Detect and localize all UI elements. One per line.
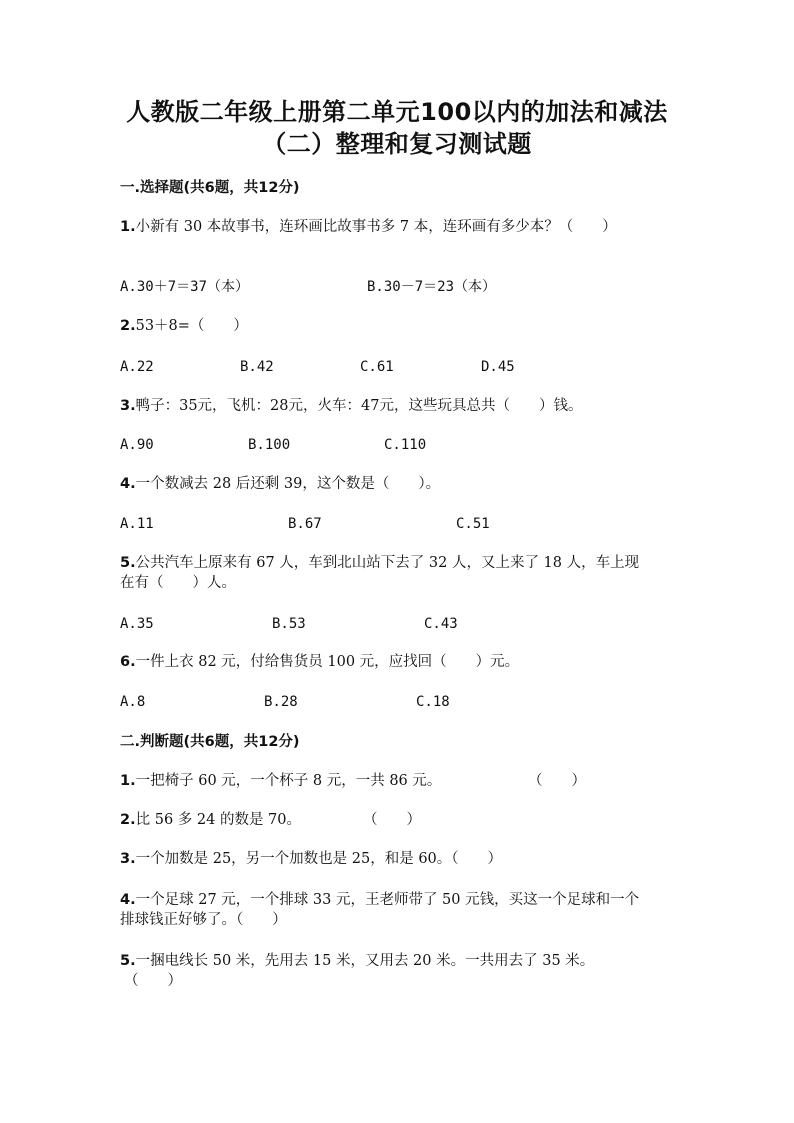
question-text: 鸭子：35元，飞机：28元，火车：47元，这些玩具总共（ ）钱。 bbox=[135, 398, 583, 414]
option-b: B.42 bbox=[240, 359, 274, 375]
question-number: 3. bbox=[120, 851, 136, 867]
question-4 bbox=[120, 474, 440, 494]
question-number: 5. bbox=[120, 555, 136, 571]
option-b: B.30－7＝23（本） bbox=[367, 279, 497, 295]
question-number: 2. bbox=[120, 318, 136, 334]
option-c: C.61 bbox=[360, 359, 394, 375]
question-text: 一个加数是 25，另一个加数也是 25，和是 60。（ ） bbox=[135, 851, 503, 867]
question-5-continued: 在有（ ）人。 bbox=[120, 575, 236, 591]
question-text: 比 56 多 24 的数是 70。 bbox=[135, 812, 302, 828]
option-a: A.22 bbox=[120, 359, 154, 375]
option-a: A.90 bbox=[120, 437, 154, 453]
question-text: 一个足球 27 元，一个排球 33 元，王老师带了 50 元钱，买这一个足球和一个 bbox=[135, 892, 640, 908]
question-number: 1. bbox=[120, 773, 136, 789]
question-number: 6. bbox=[120, 654, 136, 670]
tf-question-1 bbox=[120, 771, 441, 791]
answer-blank: （ ） bbox=[124, 973, 182, 989]
question-text: 公共汽车上原来有 67 人，车到北山站下去了 32 人，又上来了 18 人，车上现 bbox=[135, 555, 640, 571]
option-a: A.30＋7＝37（本） bbox=[120, 279, 250, 295]
question-5 bbox=[120, 553, 639, 573]
question-number: 3. bbox=[120, 398, 136, 414]
tf-question-3 bbox=[120, 849, 502, 869]
tf-question-4 bbox=[120, 890, 639, 910]
question-number: 2. bbox=[120, 812, 136, 828]
option-b: B.100 bbox=[248, 437, 291, 453]
tf-question-2 bbox=[120, 810, 301, 830]
answer-blank: （ ） bbox=[528, 773, 586, 789]
option-b: B.67 bbox=[288, 516, 322, 532]
question-number: 1. bbox=[120, 219, 136, 235]
question-text: 一个数减去 28 后还剩 39，这个数是（ ）。 bbox=[135, 476, 441, 492]
question-text: 53＋8=（ ） bbox=[135, 318, 248, 334]
page-title-line2: （二）整理和复习测试题 bbox=[262, 130, 532, 158]
question-1 bbox=[120, 217, 617, 237]
question-text: 小新有 30 本故事书，连环画比故事书多 7 本，连环画有多少本？（ ） bbox=[135, 219, 617, 235]
option-c: C.43 bbox=[424, 616, 458, 632]
option-c: C.51 bbox=[456, 516, 490, 532]
page-title-line1: 人教版二年级上册第二单元100以内的加法和减法 bbox=[126, 98, 668, 126]
question-number: 4. bbox=[120, 476, 136, 492]
option-a: A.8 bbox=[120, 694, 146, 710]
question-text: 一把椅子 60 元，一个杯子 8 元，一共 86 元。 bbox=[135, 773, 442, 789]
section-heading-true-false: 二.判断题(共6题，共12分) bbox=[120, 734, 300, 750]
question-3 bbox=[120, 396, 582, 416]
tf-question-5 bbox=[120, 951, 594, 971]
question-2 bbox=[120, 316, 248, 336]
question-text: 一捆电线长 50 米，先用去 15 米，又用去 20 米。一共用去了 35 米。 bbox=[135, 953, 595, 969]
option-a: A.11 bbox=[120, 516, 154, 532]
question-text: 一件上衣 82 元，付给售货员 100 元，应找回（ ）元。 bbox=[135, 654, 520, 670]
option-c: C.18 bbox=[416, 694, 450, 710]
option-c: C.110 bbox=[384, 437, 427, 453]
question-number: 4. bbox=[120, 892, 136, 908]
option-d: D.45 bbox=[481, 359, 515, 375]
section-heading-choice: 一.选择题(共6题，共12分) bbox=[120, 180, 300, 196]
tf-question-4-continued: 排球钱正好够了。（ ） bbox=[120, 912, 287, 928]
answer-blank: （ ） bbox=[363, 812, 421, 828]
question-number: 5. bbox=[120, 953, 136, 969]
question-6 bbox=[120, 652, 519, 672]
option-b: B.28 bbox=[264, 694, 298, 710]
option-a: A.35 bbox=[120, 616, 154, 632]
option-b: B.53 bbox=[272, 616, 306, 632]
